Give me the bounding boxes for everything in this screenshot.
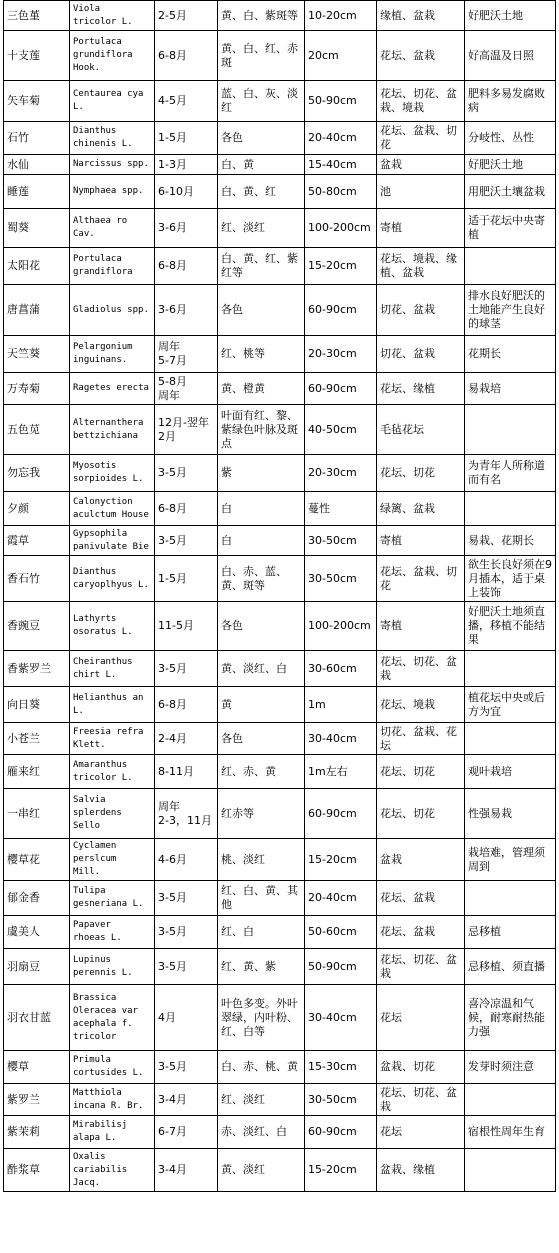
usage-cell: 花坛、盆栽 [377, 31, 465, 81]
bloom-season-cell: 3-5月 [155, 949, 218, 985]
table-row [4, 789, 556, 839]
flower-name-cell: 矢车菊 [4, 81, 70, 122]
usage-cell: 花坛、切花、盆栽 [377, 651, 465, 687]
latin-name-cell: Viola tricolor L. [70, 1, 155, 31]
table-row [4, 1084, 556, 1116]
table-row [4, 1149, 556, 1192]
notes-cell: 肥料多易发腐败病 [465, 81, 556, 122]
flower-color-cell: 桃、淡红 [218, 839, 305, 881]
plant-height-cell: 30-60cm [305, 651, 377, 687]
bloom-season-cell: 5-8月 周年 [155, 373, 218, 405]
latin-name-cell: Tulipa gesneriana L. [70, 881, 155, 916]
flower-color-cell: 黄 [218, 687, 305, 723]
usage-cell: 盆栽、切花 [377, 1051, 465, 1084]
flower-name-cell: 紫茉莉 [4, 1116, 70, 1149]
flower-name-cell: 三色堇 [4, 1, 70, 31]
table-row [4, 373, 556, 405]
bloom-season-cell: 4月 [155, 985, 218, 1051]
notes-cell: 植花坛中央或后方为宜 [465, 687, 556, 723]
latin-name-cell: Gypsophila panivulate Bie [70, 526, 155, 556]
flower-name-cell: 酢浆草 [4, 1149, 70, 1192]
bloom-season-cell: 6-8月 [155, 31, 218, 81]
notes-cell [465, 492, 556, 526]
notes-cell: 适于花坛中央寄植 [465, 209, 556, 248]
notes-cell [465, 881, 556, 916]
usage-cell: 寄植 [377, 602, 465, 651]
flower-name-cell: 夕颜 [4, 492, 70, 526]
table-row [4, 122, 556, 155]
notes-cell [465, 1149, 556, 1192]
plant-height-cell: 15-20cm [305, 839, 377, 881]
plant-height-cell: 30-40cm [305, 723, 377, 755]
flower-color-cell: 白、赤、蓝、黄、斑等 [218, 556, 305, 602]
latin-name-cell: Salvia splerdens Sello [70, 789, 155, 839]
table-row [4, 723, 556, 755]
plant-height-cell: 60-90cm [305, 789, 377, 839]
usage-cell: 盆栽 [377, 839, 465, 881]
plant-height-cell: 20-30cm [305, 336, 377, 373]
bloom-season-cell: 3-6月 [155, 285, 218, 336]
bloom-season-cell: 3-5月 [155, 455, 218, 492]
usage-cell: 花坛、盆栽、切花 [377, 122, 465, 155]
flower-name-cell: 水仙 [4, 155, 70, 175]
usage-cell: 寄植 [377, 209, 465, 248]
notes-cell: 观叶栽培 [465, 755, 556, 789]
notes-cell: 为青年人所称道而有名 [465, 455, 556, 492]
flower-color-cell: 黄、白、红、赤斑 [218, 31, 305, 81]
plant-height-cell: 40-50cm [305, 405, 377, 455]
usage-cell: 花坛、切花、盆栽、境栽 [377, 81, 465, 122]
flower-name-cell: 天竺葵 [4, 336, 70, 373]
flower-color-cell: 各色 [218, 122, 305, 155]
bloom-season-cell: 3-4月 [155, 1149, 218, 1192]
flower-name-cell: 一串红 [4, 789, 70, 839]
plant-height-cell: 20-30cm [305, 455, 377, 492]
latin-name-cell: Mirabilisj alapa L. [70, 1116, 155, 1149]
latin-name-cell: Dianthus caryoplhyus L. [70, 556, 155, 602]
latin-name-cell: Pelargonium inguinans. [70, 336, 155, 373]
flower-name-cell: 雁来红 [4, 755, 70, 789]
plant-height-cell: 30-40cm [305, 985, 377, 1051]
latin-name-cell: Brassica Oleracea var acephala f. tricolor [70, 985, 155, 1051]
latin-name-cell: Centaurea cya L. [70, 81, 155, 122]
flower-color-cell: 黄、白、紫斑等 [218, 1, 305, 31]
flower-color-cell: 各色 [218, 723, 305, 755]
table-body [4, 1, 556, 1192]
usage-cell: 花坛、境栽 [377, 687, 465, 723]
notes-cell: 性强易栽 [465, 789, 556, 839]
flower-name-cell: 紫罗兰 [4, 1084, 70, 1116]
plant-height-cell: 20-40cm [305, 122, 377, 155]
latin-name-cell: Althaea ro Cav. [70, 209, 155, 248]
notes-cell [465, 651, 556, 687]
notes-cell [465, 1084, 556, 1116]
usage-cell: 切花、盆栽 [377, 336, 465, 373]
usage-cell: 绿篱、盆栽 [377, 492, 465, 526]
usage-cell: 花坛、境栽、缘植、盆栽 [377, 248, 465, 285]
plant-height-cell: 50-80cm [305, 175, 377, 209]
usage-cell: 花坛、切花 [377, 455, 465, 492]
usage-cell: 花坛 [377, 985, 465, 1051]
table-row [4, 526, 556, 556]
usage-cell: 花坛 [377, 1116, 465, 1149]
flower-name-cell: 郁金香 [4, 881, 70, 916]
notes-cell: 忌移植、须直播 [465, 949, 556, 985]
plant-height-cell: 60-90cm [305, 1116, 377, 1149]
flower-name-cell: 小苍兰 [4, 723, 70, 755]
plant-height-cell: 10-20cm [305, 1, 377, 31]
table-row [4, 985, 556, 1051]
plant-height-cell: 20cm [305, 31, 377, 81]
flower-color-cell: 红、赤、黄 [218, 755, 305, 789]
usage-cell: 寄植 [377, 526, 465, 556]
flower-color-cell: 白、黄 [218, 155, 305, 175]
usage-cell: 花坛、盆栽、切花 [377, 556, 465, 602]
usage-cell: 池 [377, 175, 465, 209]
plant-height-cell: 60-90cm [305, 373, 377, 405]
flower-name-cell: 香紫罗兰 [4, 651, 70, 687]
bloom-season-cell: 6-8月 [155, 687, 218, 723]
table-row [4, 687, 556, 723]
bloom-season-cell: 3-5月 [155, 526, 218, 556]
plant-height-cell: 100-200cm [305, 209, 377, 248]
notes-cell: 好肥沃土地 [465, 1, 556, 31]
plant-height-cell: 30-50cm [305, 1084, 377, 1116]
flower-name-cell: 樱草 [4, 1051, 70, 1084]
plant-height-cell: 30-50cm [305, 556, 377, 602]
latin-name-cell: Amaranthus tricolor L. [70, 755, 155, 789]
usage-cell: 切花、盆栽 [377, 285, 465, 336]
flower-name-cell: 香豌豆 [4, 602, 70, 651]
table-row [4, 881, 556, 916]
flower-name-cell: 十支莲 [4, 31, 70, 81]
usage-cell: 花坛、缘植 [377, 373, 465, 405]
latin-name-cell: Portulaca grandiflora [70, 248, 155, 285]
notes-cell: 用肥沃土壤盆栽 [465, 175, 556, 209]
bloom-season-cell: 4-6月 [155, 839, 218, 881]
table-row [4, 336, 556, 373]
plant-height-cell: 100-200cm [305, 602, 377, 651]
latin-name-cell: Matthiola incana R. Br. [70, 1084, 155, 1116]
table-row [4, 285, 556, 336]
flower-name-cell: 太阳花 [4, 248, 70, 285]
usage-cell: 缘植、盆栽 [377, 1, 465, 31]
plant-height-cell: 20-40cm [305, 881, 377, 916]
flower-color-cell: 红、白 [218, 916, 305, 949]
table-row [4, 556, 556, 602]
latin-name-cell: Nymphaea spp. [70, 175, 155, 209]
usage-cell: 盆栽、缘植 [377, 1149, 465, 1192]
plant-height-cell: 30-50cm [305, 526, 377, 556]
bloom-season-cell: 周年 2-3，11月 [155, 789, 218, 839]
flower-name-cell: 羽衣甘蓝 [4, 985, 70, 1051]
notes-cell: 花期长 [465, 336, 556, 373]
flower-color-cell: 黄、淡红 [218, 1149, 305, 1192]
latin-name-cell: Cheiranthus chirt L. [70, 651, 155, 687]
bloom-season-cell: 2-4月 [155, 723, 218, 755]
plant-height-cell: 50-60cm [305, 916, 377, 949]
plant-height-cell: 15-20cm [305, 1149, 377, 1192]
latin-name-cell: Oxalis cariabilis Jacq. [70, 1149, 155, 1192]
flower-name-cell: 万寿菊 [4, 373, 70, 405]
usage-cell: 花坛、切花 [377, 789, 465, 839]
bloom-season-cell: 1-3月 [155, 155, 218, 175]
usage-cell: 花坛、切花 [377, 755, 465, 789]
notes-cell: 好肥沃土地 [465, 155, 556, 175]
plant-height-cell: 蔓性 [305, 492, 377, 526]
flower-name-cell: 霞草 [4, 526, 70, 556]
table-row [4, 1051, 556, 1084]
latin-name-cell: Dianthus chinenis L. [70, 122, 155, 155]
flower-name-cell: 虞美人 [4, 916, 70, 949]
usage-cell: 花坛、盆栽 [377, 916, 465, 949]
plant-height-cell: 1m左右 [305, 755, 377, 789]
flower-color-cell: 红、淡红 [218, 209, 305, 248]
table-row [4, 31, 556, 81]
bloom-season-cell: 6-8月 [155, 492, 218, 526]
table-row [4, 755, 556, 789]
latin-name-cell: Gladiolus spp. [70, 285, 155, 336]
flower-table [3, 0, 556, 1192]
table-row [4, 81, 556, 122]
flower-color-cell: 紫 [218, 455, 305, 492]
notes-cell [465, 248, 556, 285]
flower-color-cell: 黄、淡红、白 [218, 651, 305, 687]
flower-color-cell: 白、黄、红、紫红等 [218, 248, 305, 285]
plant-height-cell: 15-40cm [305, 155, 377, 175]
bloom-season-cell: 4-5月 [155, 81, 218, 122]
notes-cell [465, 723, 556, 755]
latin-name-cell: Freesia refra Klett. [70, 723, 155, 755]
notes-cell: 喜冷凉温和气候，耐寒耐热能力强 [465, 985, 556, 1051]
table-row [4, 209, 556, 248]
flower-name-cell: 樱草花 [4, 839, 70, 881]
notes-cell: 好肥沃土地须直播，移植不能结果 [465, 602, 556, 651]
usage-cell: 毛毡花坛 [377, 405, 465, 455]
flower-name-cell: 唐菖蒲 [4, 285, 70, 336]
table-row [4, 1116, 556, 1149]
latin-name-cell: Primula cortusides L. [70, 1051, 155, 1084]
usage-cell: 花坛、切花、盆栽 [377, 949, 465, 985]
latin-name-cell: Ragetes erecta [70, 373, 155, 405]
notes-cell: 欲生长良好须在9月插本，适于桌上装饰 [465, 556, 556, 602]
flower-name-cell: 羽扇豆 [4, 949, 70, 985]
notes-cell: 忌移植 [465, 916, 556, 949]
latin-name-cell: Cyclamen perslcum Mill. [70, 839, 155, 881]
flower-color-cell: 白 [218, 526, 305, 556]
bloom-season-cell: 3-5月 [155, 651, 218, 687]
flower-color-cell: 白、赤、桃、黄 [218, 1051, 305, 1084]
table-row [4, 651, 556, 687]
plant-height-cell: 50-90cm [305, 81, 377, 122]
table-row [4, 602, 556, 651]
plant-height-cell: 50-90cm [305, 949, 377, 985]
flower-name-cell: 向日葵 [4, 687, 70, 723]
notes-cell: 易栽、花期长 [465, 526, 556, 556]
table-row [4, 1, 556, 31]
flower-color-cell: 赤、淡红、白 [218, 1116, 305, 1149]
flower-color-cell: 红、桃等 [218, 336, 305, 373]
flower-color-cell: 蓝、白、灰、淡红 [218, 81, 305, 122]
usage-cell: 切花、盆栽、花坛 [377, 723, 465, 755]
bloom-season-cell: 3-4月 [155, 1084, 218, 1116]
bloom-season-cell: 11-5月 [155, 602, 218, 651]
table-row [4, 839, 556, 881]
flower-name-cell: 蜀葵 [4, 209, 70, 248]
flower-color-cell: 红、白、黄、其他 [218, 881, 305, 916]
latin-name-cell: Narcissus spp. [70, 155, 155, 175]
bloom-season-cell: 3-5月 [155, 1051, 218, 1084]
latin-name-cell: Lathyrts osoratus L. [70, 602, 155, 651]
latin-name-cell: Alternanthera bettzichiana [70, 405, 155, 455]
latin-name-cell: Calonyction aculctum House [70, 492, 155, 526]
bloom-season-cell: 8-11月 [155, 755, 218, 789]
bloom-season-cell: 12月-翌年2月 [155, 405, 218, 455]
bloom-season-cell: 1-5月 [155, 556, 218, 602]
plant-height-cell: 1m [305, 687, 377, 723]
flower-color-cell: 白 [218, 492, 305, 526]
latin-name-cell: Lupinus perennis L. [70, 949, 155, 985]
notes-cell [465, 405, 556, 455]
latin-name-cell: Myosotis sorpioides L. [70, 455, 155, 492]
notes-cell: 宿根性周年生育 [465, 1116, 556, 1149]
notes-cell: 发芽时须注意 [465, 1051, 556, 1084]
flower-name-cell: 五色苋 [4, 405, 70, 455]
bloom-season-cell: 3-6月 [155, 209, 218, 248]
flower-color-cell: 白、黄、红 [218, 175, 305, 209]
usage-cell: 花坛、切花、盆栽 [377, 1084, 465, 1116]
latin-name-cell: Portulaca grundiflora Hook. [70, 31, 155, 81]
flower-color-cell: 叶色多变。外叶翠绿，内叶粉、红、白等 [218, 985, 305, 1051]
table-row [4, 405, 556, 455]
table-row [4, 949, 556, 985]
flower-color-cell: 黄、橙黄 [218, 373, 305, 405]
bloom-season-cell: 6-10月 [155, 175, 218, 209]
flower-name-cell: 睡莲 [4, 175, 70, 209]
table-row [4, 492, 556, 526]
plant-height-cell: 60-90cm [305, 285, 377, 336]
latin-name-cell: Helianthus an L. [70, 687, 155, 723]
notes-cell: 易栽培 [465, 373, 556, 405]
latin-name-cell: Papaver rhoeas L. [70, 916, 155, 949]
notes-cell: 好高温及日照 [465, 31, 556, 81]
usage-cell: 盆栽 [377, 155, 465, 175]
flower-color-cell: 红、淡红 [218, 1084, 305, 1116]
notes-cell: 栽培难，管理须周到 [465, 839, 556, 881]
flower-name-cell: 勿忘我 [4, 455, 70, 492]
usage-cell: 花坛、盆栽 [377, 881, 465, 916]
plant-height-cell: 15-20cm [305, 248, 377, 285]
bloom-season-cell: 6-7月 [155, 1116, 218, 1149]
notes-cell: 分岐性、丛性 [465, 122, 556, 155]
table-row [4, 175, 556, 209]
flower-color-cell: 各色 [218, 285, 305, 336]
notes-cell: 排水良好肥沃的土地能产生良好的球茎 [465, 285, 556, 336]
plant-height-cell: 15-30cm [305, 1051, 377, 1084]
flower-color-cell: 红赤等 [218, 789, 305, 839]
bloom-season-cell: 6-8月 [155, 248, 218, 285]
table-row [4, 155, 556, 175]
table-row [4, 248, 556, 285]
bloom-season-cell: 2-5月 [155, 1, 218, 31]
bloom-season-cell: 3-5月 [155, 916, 218, 949]
table-row [4, 455, 556, 492]
flower-name-cell: 香石竹 [4, 556, 70, 602]
bloom-season-cell: 周年 5-7月 [155, 336, 218, 373]
bloom-season-cell: 3-5月 [155, 881, 218, 916]
bloom-season-cell: 1-5月 [155, 122, 218, 155]
table-row [4, 916, 556, 949]
flower-color-cell: 各色 [218, 602, 305, 651]
flower-name-cell: 石竹 [4, 122, 70, 155]
flower-color-cell: 红、黄、紫 [218, 949, 305, 985]
flower-color-cell: 叶面有红、黎、紫绿色叶脉及斑点 [218, 405, 305, 455]
